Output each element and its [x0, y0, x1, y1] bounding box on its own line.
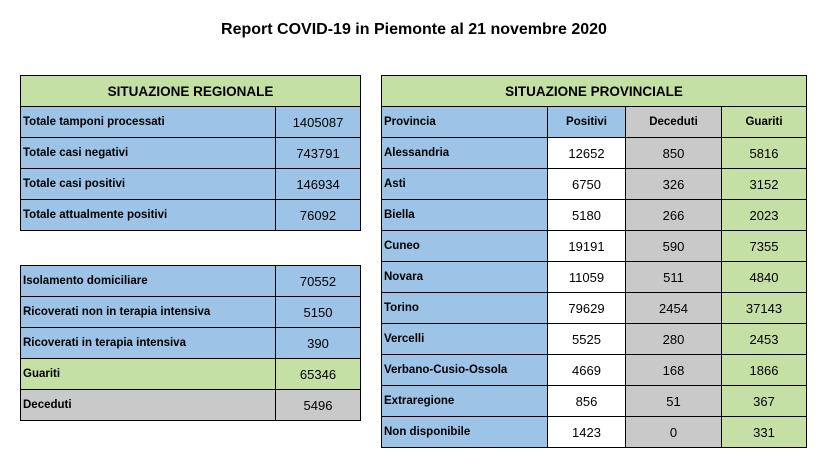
table-row: [382, 200, 807, 231]
province-deceduti: 266: [626, 200, 722, 231]
row-value: 390: [276, 328, 361, 359]
report-title: Report COVID-19 in Piemonte al 21 novembre 2020: [221, 21, 607, 38]
province-guariti: 1866: [722, 355, 807, 386]
row-value: 5496: [276, 390, 361, 421]
row-value: 146934: [276, 169, 361, 200]
table-row: [382, 231, 807, 262]
table-row: [382, 138, 807, 169]
province-name: Asti: [382, 169, 548, 200]
province-deceduti: 850: [626, 138, 722, 169]
row-value: 70552: [276, 266, 361, 297]
regional-header: SITUAZIONE REGIONALE: [21, 76, 361, 107]
row-label: Totale tamponi processati: [21, 107, 276, 138]
province-deceduti: 280: [626, 324, 722, 355]
provincial-header-row: [382, 76, 807, 107]
row-label: Totale casi positivi: [21, 169, 276, 200]
province-positivi: 5180: [548, 200, 626, 231]
province-positivi: 4669: [548, 355, 626, 386]
province-name: Novara: [382, 262, 548, 293]
table-row: [382, 386, 807, 417]
province-guariti: 2023: [722, 200, 807, 231]
details-table: [20, 265, 361, 421]
province-guariti: 331: [722, 417, 807, 448]
province-guariti: 37143: [722, 293, 807, 324]
column-header-guariti: Guariti: [722, 107, 807, 138]
table-row: [382, 262, 807, 293]
column-header-deceduti: Deceduti: [626, 107, 722, 138]
province-positivi: 79629: [548, 293, 626, 324]
province-guariti: 4840: [722, 262, 807, 293]
column-header-row: [382, 107, 807, 138]
table-row: [21, 297, 361, 328]
row-value: 76092: [276, 200, 361, 231]
table-row: [382, 169, 807, 200]
province-deceduti: 51: [626, 386, 722, 417]
province-name: Vercelli: [382, 324, 548, 355]
regional-table: [20, 75, 361, 231]
column-header-provincia: Provincia: [382, 107, 548, 138]
table-row: [382, 417, 807, 448]
province-guariti: 2453: [722, 324, 807, 355]
province-name: Extraregione: [382, 386, 548, 417]
province-guariti: 3152: [722, 169, 807, 200]
table-row: [21, 169, 361, 200]
row-label: Totale attualmente positivi: [21, 200, 276, 231]
province-guariti: 367: [722, 386, 807, 417]
provincial-header: SITUAZIONE PROVINCIALE: [382, 76, 807, 107]
table-row: [21, 107, 361, 138]
row-label: Isolamento domiciliare: [21, 266, 276, 297]
province-positivi: 1423: [548, 417, 626, 448]
row-value: 743791: [276, 138, 361, 169]
province-positivi: 6750: [548, 169, 626, 200]
province-name: Biella: [382, 200, 548, 231]
province-name: Torino: [382, 293, 548, 324]
province-guariti: 5816: [722, 138, 807, 169]
table-row: [21, 390, 361, 421]
row-value: 5150: [276, 297, 361, 328]
table-row: [21, 359, 361, 390]
province-deceduti: 326: [626, 169, 722, 200]
table-row: [21, 138, 361, 169]
province-positivi: 856: [548, 386, 626, 417]
column-header-positivi: Positivi: [548, 107, 626, 138]
row-label: Totale casi negativi: [21, 138, 276, 169]
province-deceduti: 590: [626, 231, 722, 262]
row-value: 1405087: [276, 107, 361, 138]
table-row: [21, 200, 361, 231]
row-label: Guariti: [21, 359, 276, 390]
province-deceduti: 511: [626, 262, 722, 293]
province-name: Verbano-Cusio-Ossola: [382, 355, 548, 386]
province-name: Cuneo: [382, 231, 548, 262]
province-deceduti: 0: [626, 417, 722, 448]
table-row: [21, 328, 361, 359]
row-label: Ricoverati in terapia intensiva: [21, 328, 276, 359]
provincial-table: [381, 75, 807, 448]
table-row: [382, 355, 807, 386]
province-positivi: 5525: [548, 324, 626, 355]
row-label: Ricoverati non in terapia intensiva: [21, 297, 276, 328]
province-guariti: 7355: [722, 231, 807, 262]
table-row: [382, 293, 807, 324]
province-deceduti: 168: [626, 355, 722, 386]
province-name: Alessandria: [382, 138, 548, 169]
province-positivi: 11059: [548, 262, 626, 293]
row-label: Deceduti: [21, 390, 276, 421]
province-positivi: 19191: [548, 231, 626, 262]
province-positivi: 12652: [548, 138, 626, 169]
table-row: [382, 324, 807, 355]
row-value: 65346: [276, 359, 361, 390]
regional-header-row: [21, 76, 361, 107]
province-name: Non disponibile: [382, 417, 548, 448]
table-row: [21, 266, 361, 297]
province-deceduti: 2454: [626, 293, 722, 324]
